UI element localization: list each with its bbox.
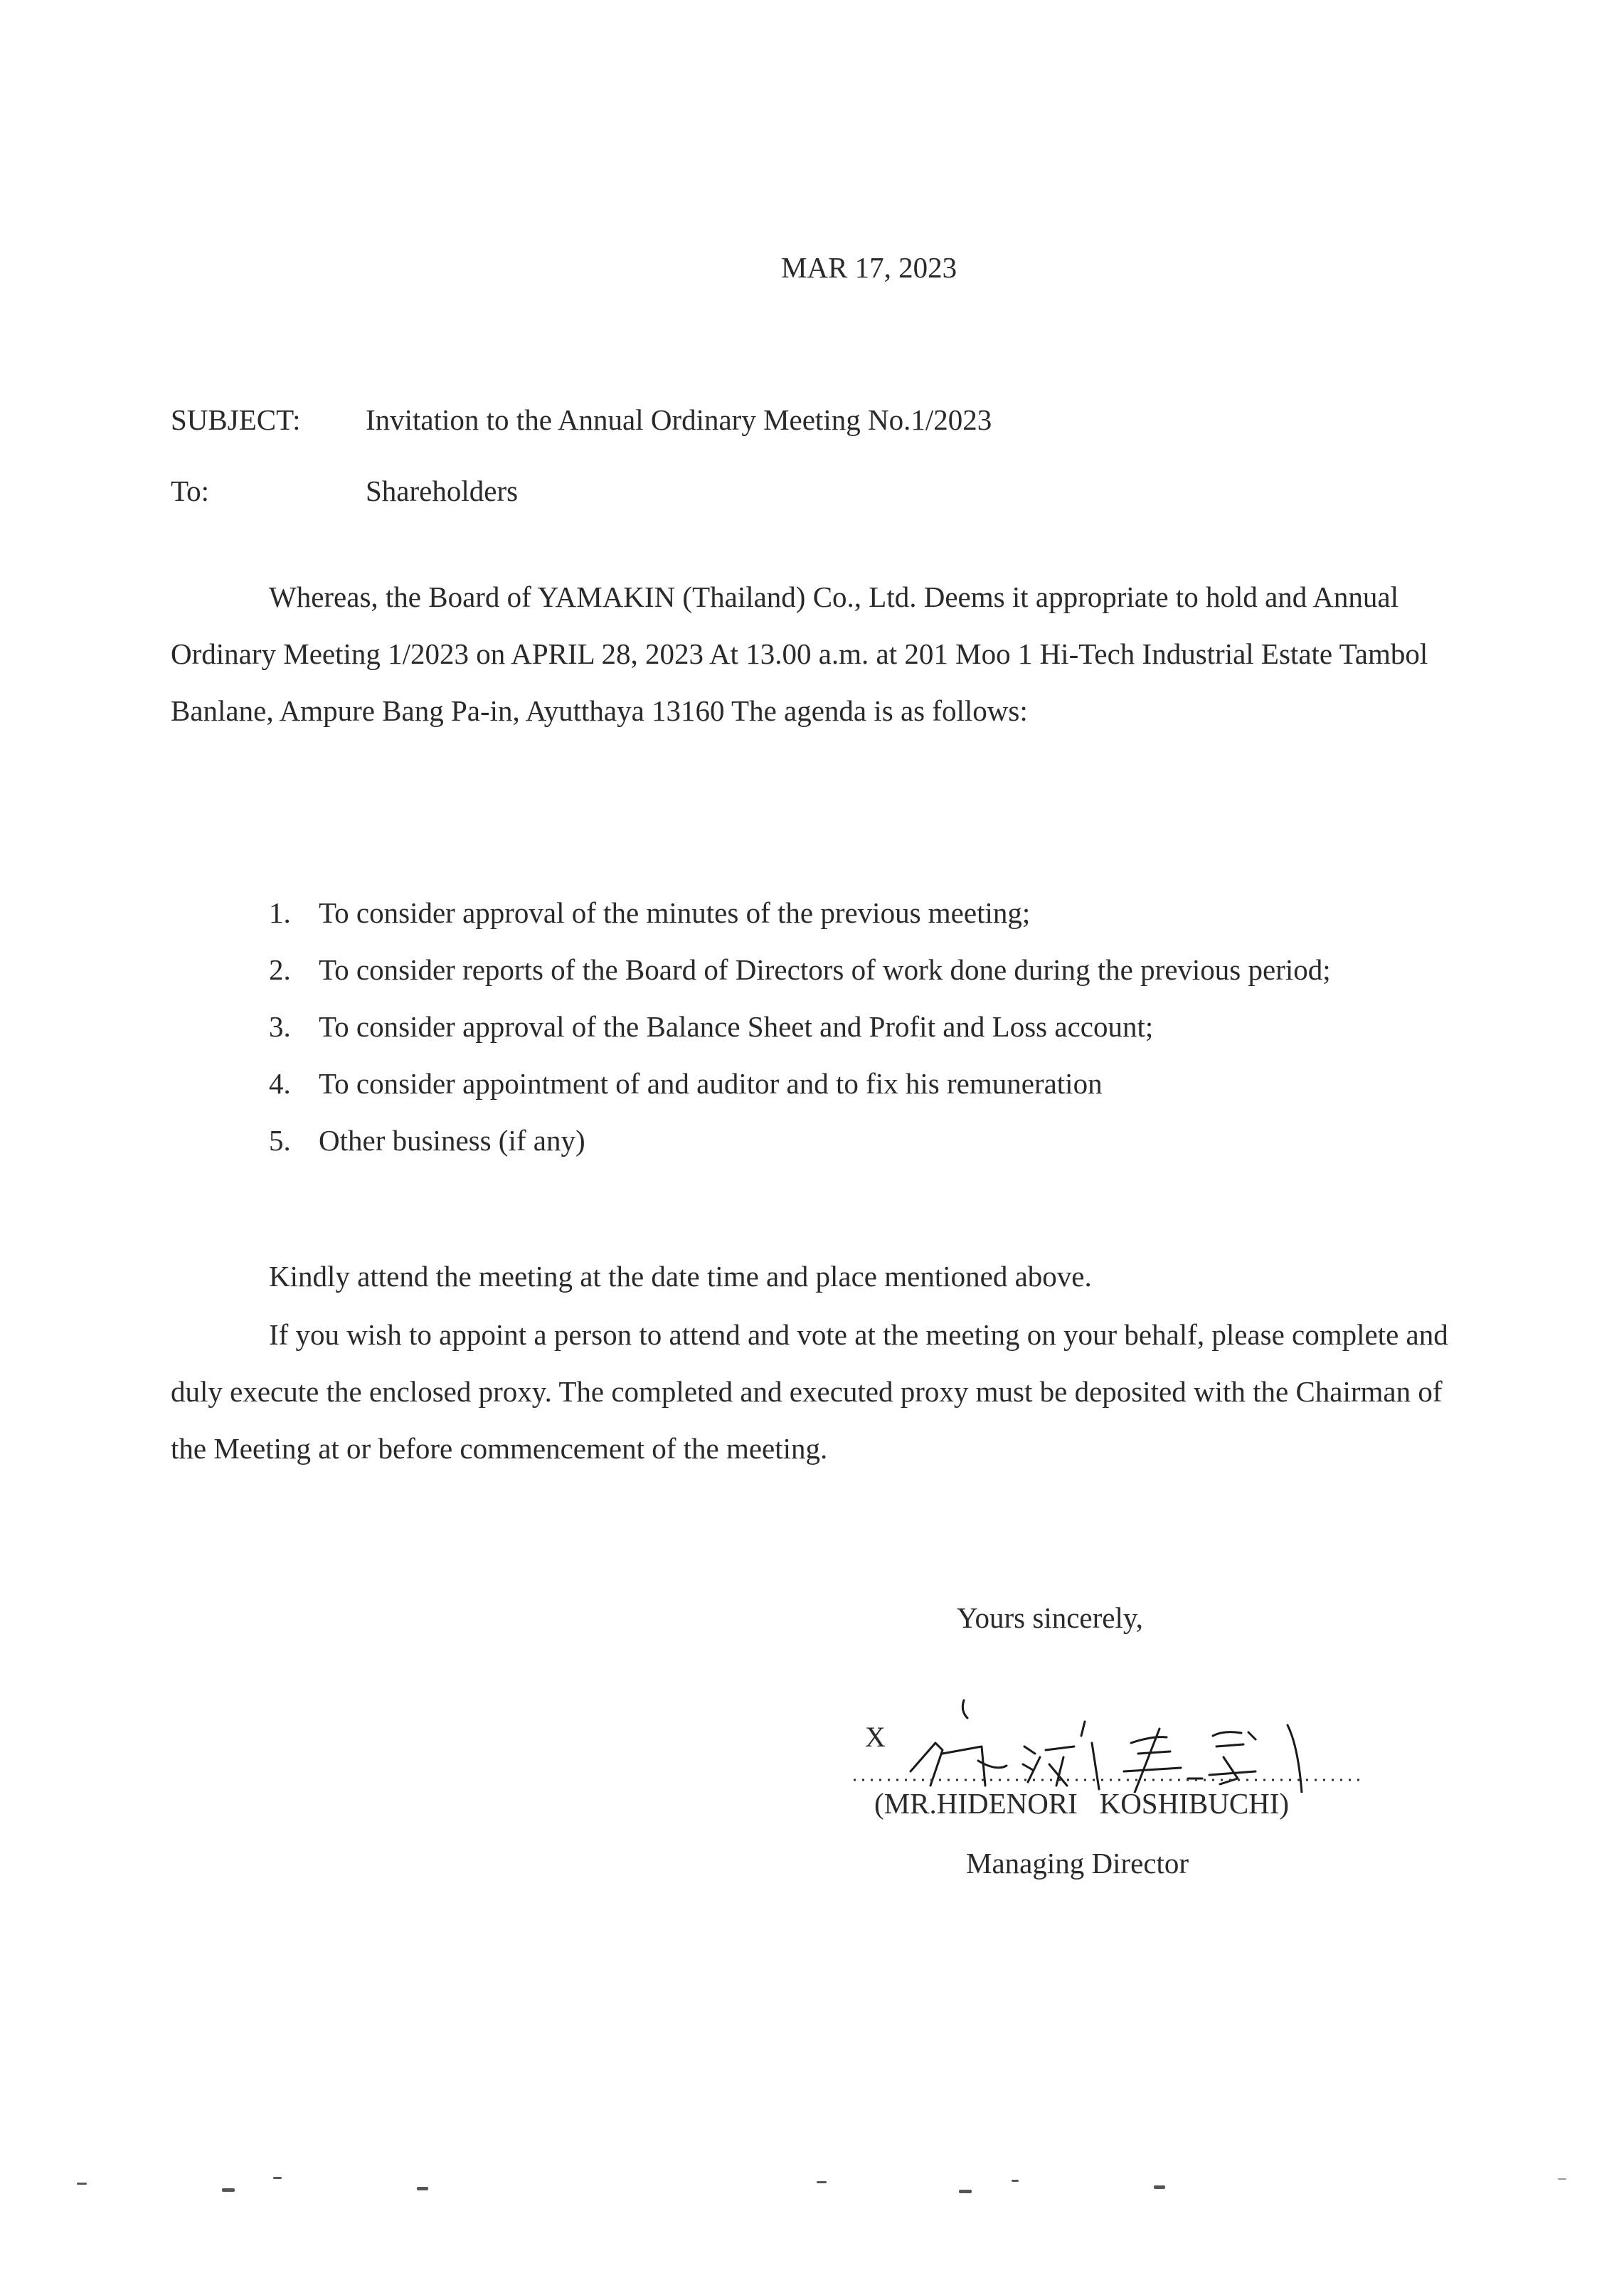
- scan-artifact: [77, 2183, 87, 2185]
- scan-artifact: [1558, 2178, 1566, 2180]
- scan-artifact: [959, 2190, 972, 2193]
- scan-artifact: [273, 2177, 282, 2179]
- agenda-item-number: 2.: [269, 953, 291, 986]
- letter-date: MAR 17, 2023: [781, 251, 957, 284]
- signer-name: (MR.HIDENORI KOSHIBUCHI): [874, 1787, 1290, 1820]
- subject-value: Invitation to the Annual Ordinary Meeting No.1/2023: [366, 403, 992, 436]
- agenda-item-text: To consider approval of the Balance Sheet and Profit and Loss account;: [319, 1010, 1154, 1043]
- to-value: Shareholders: [366, 475, 519, 507]
- agenda-item: [269, 998, 1331, 1055]
- intro-paragraph: Whereas, the Board of YAMAKIN (Thailand) Co., Ltd. Deems it appropriate to hold and Annual Ordinary Meeting 1/2023 on APRIL 28, 2023 At 13.00 a.m. at 201 Moo 1 Hi-Tech Industrial Estate Tambol Banlane, Ampure Bang Pa-in, Ayutthaya 13160 The agenda is as follows:: [171, 581, 1428, 727]
- agenda-item-number: 3.: [269, 1010, 291, 1043]
- proxy-paragraph: If you wish to appoint a person to attend and vote at the meeting on your behalf, please complete and duly execute the enclosed proxy. The completed and executed proxy must be deposited with the Chairman of the Meeting at or before commencement of the meeting.: [171, 1318, 1448, 1465]
- signature-x-mark: X: [865, 1721, 886, 1753]
- scan-artifact: [1012, 2180, 1019, 2182]
- subject-label: SUBJECT:: [171, 403, 301, 436]
- agenda-item: [269, 884, 1331, 941]
- to-label: To:: [171, 475, 210, 507]
- agenda-item-text: Other business (if any): [319, 1124, 585, 1157]
- agenda-item: [269, 1055, 1331, 1112]
- attend-note: Kindly attend the meeting at the date time and place mentioned above.: [269, 1260, 1092, 1293]
- handwritten-signature: [854, 1686, 1380, 1793]
- scan-artifact: [222, 2188, 235, 2192]
- agenda-item-number: 5.: [269, 1124, 291, 1157]
- agenda-item-text: To consider reports of the Board of Directors of work done during the previous period;: [319, 953, 1331, 986]
- agenda-item-number: 1.: [269, 896, 291, 929]
- scan-artifact: [817, 2181, 827, 2183]
- agenda-item-number: 4.: [269, 1067, 291, 1100]
- scan-artifact: [417, 2187, 428, 2190]
- signer-title: Managing Director: [966, 1847, 1189, 1880]
- agenda-item: [269, 941, 1331, 998]
- agenda-list: [269, 884, 1331, 1169]
- agenda-item: [269, 1112, 1331, 1169]
- agenda-item-text: To consider approval of the minutes of the previous meeting;: [319, 896, 1031, 929]
- scan-artifact: [1154, 2185, 1165, 2189]
- closing-line: Yours sincerely,: [957, 1601, 1143, 1634]
- agenda-item-text: To consider appointment of and auditor and to fix his remuneration: [319, 1067, 1103, 1100]
